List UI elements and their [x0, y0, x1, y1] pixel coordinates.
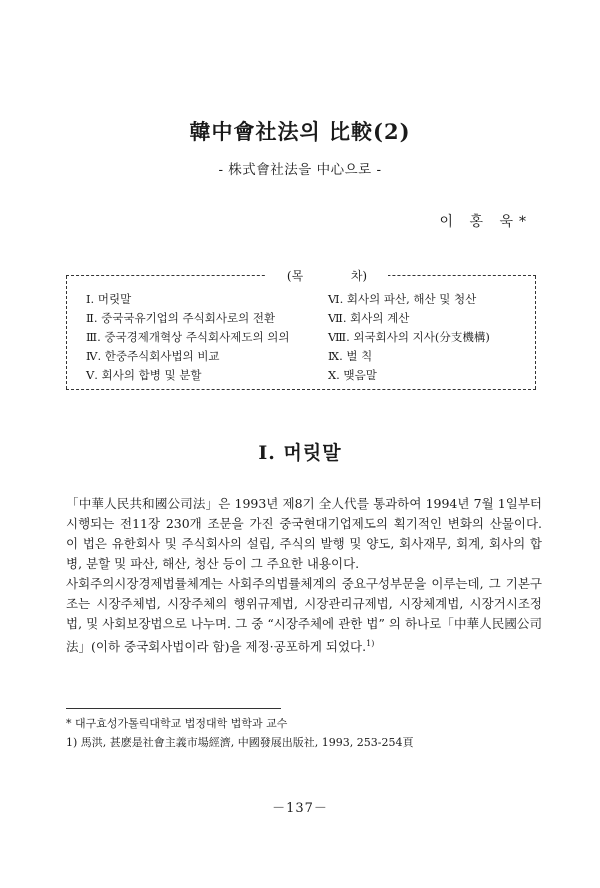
footnotes: [66, 714, 542, 752]
toc-item: Ⅷ. 외국회사의 지사(分支機構): [328, 330, 490, 344]
toc-item: Ⅹ. 맺음말: [328, 368, 377, 382]
paragraph: [66, 574, 542, 657]
toc-item: Ⅸ. 벌 칙: [328, 349, 373, 363]
toc-item: Ⅳ. 한중주식회사법의 비교: [86, 349, 220, 363]
article-subtitle: - 株式會社法을 中心으로 -: [218, 162, 382, 178]
toc-heading-right: 차): [350, 269, 368, 283]
toc-item: Ⅲ. 중국경제개혁상 주식회사제도의 의의: [86, 330, 290, 344]
toc-item: Ⅰ. 머릿말: [86, 292, 132, 306]
body-text: [66, 494, 542, 657]
footnote-ref: 1): [366, 639, 375, 648]
toc-item: Ⅱ. 중국국유기업의 주식회사로의 전환: [86, 311, 276, 325]
article-title: 韓中會社法의 比較(2): [189, 119, 411, 144]
table-of-contents: [66, 269, 536, 390]
footnote-1: 1) 馬洪, 甚麽是社會主義市場經濟, 中國發展出版社, 1993, 253-254頁: [66, 736, 414, 749]
toc-item: Ⅴ. 회사의 합병 및 분할: [86, 368, 202, 382]
toc-heading-left: (목: [286, 269, 304, 283]
footnote-author: * 대구효성가톨릭대학교 법정대학 법학과 교수: [66, 717, 288, 730]
paragraph: 「中華人民共和國公司法」은 1993년 제8기 全人代를 통과하여 1994년 7월 1일부터 시행되는 전11장 230개 조문을 가진 중국현대기업제도의 획기적인 변화의 산물이다. 이 법은 유한회사 및 주식회사의 설립, 주식의 발행 및 양도, 회사재무, 회계, 회사의 합병, 분할 및 파산, 해산, 청산 등이 그 주요한 내용이다.: [66, 496, 542, 571]
author-name: 이 홍 욱*: [439, 214, 532, 230]
page-number: －137－: [272, 801, 328, 816]
footnote-divider: [66, 708, 281, 709]
toc-item: Ⅶ. 회사의 계산: [328, 311, 410, 325]
toc-right-column: [328, 290, 490, 385]
toc-item: Ⅵ. 회사의 파산, 해산 및 청산: [328, 292, 477, 306]
toc-heading: [266, 267, 388, 284]
section-heading: Ⅰ. 머릿말: [258, 442, 342, 464]
paragraph-text: 사회주의시장경제법률체계는 사회주의법률체계의 중요구성부문을 이루는데, 그 기본구조는 시장주체법, 시장주체의 행위규제법, 시장관리규제법, 시장체계법, 시장거시조정법, 및 사회보장법으로 나누며. 그 중 “시장주체에 관한 법” 의 하나로「中華人民國公司法」(이하 중국회사법이라 함)을 제정·공포하게 되었다.: [66, 576, 542, 655]
toc-left-column: [86, 290, 289, 385]
